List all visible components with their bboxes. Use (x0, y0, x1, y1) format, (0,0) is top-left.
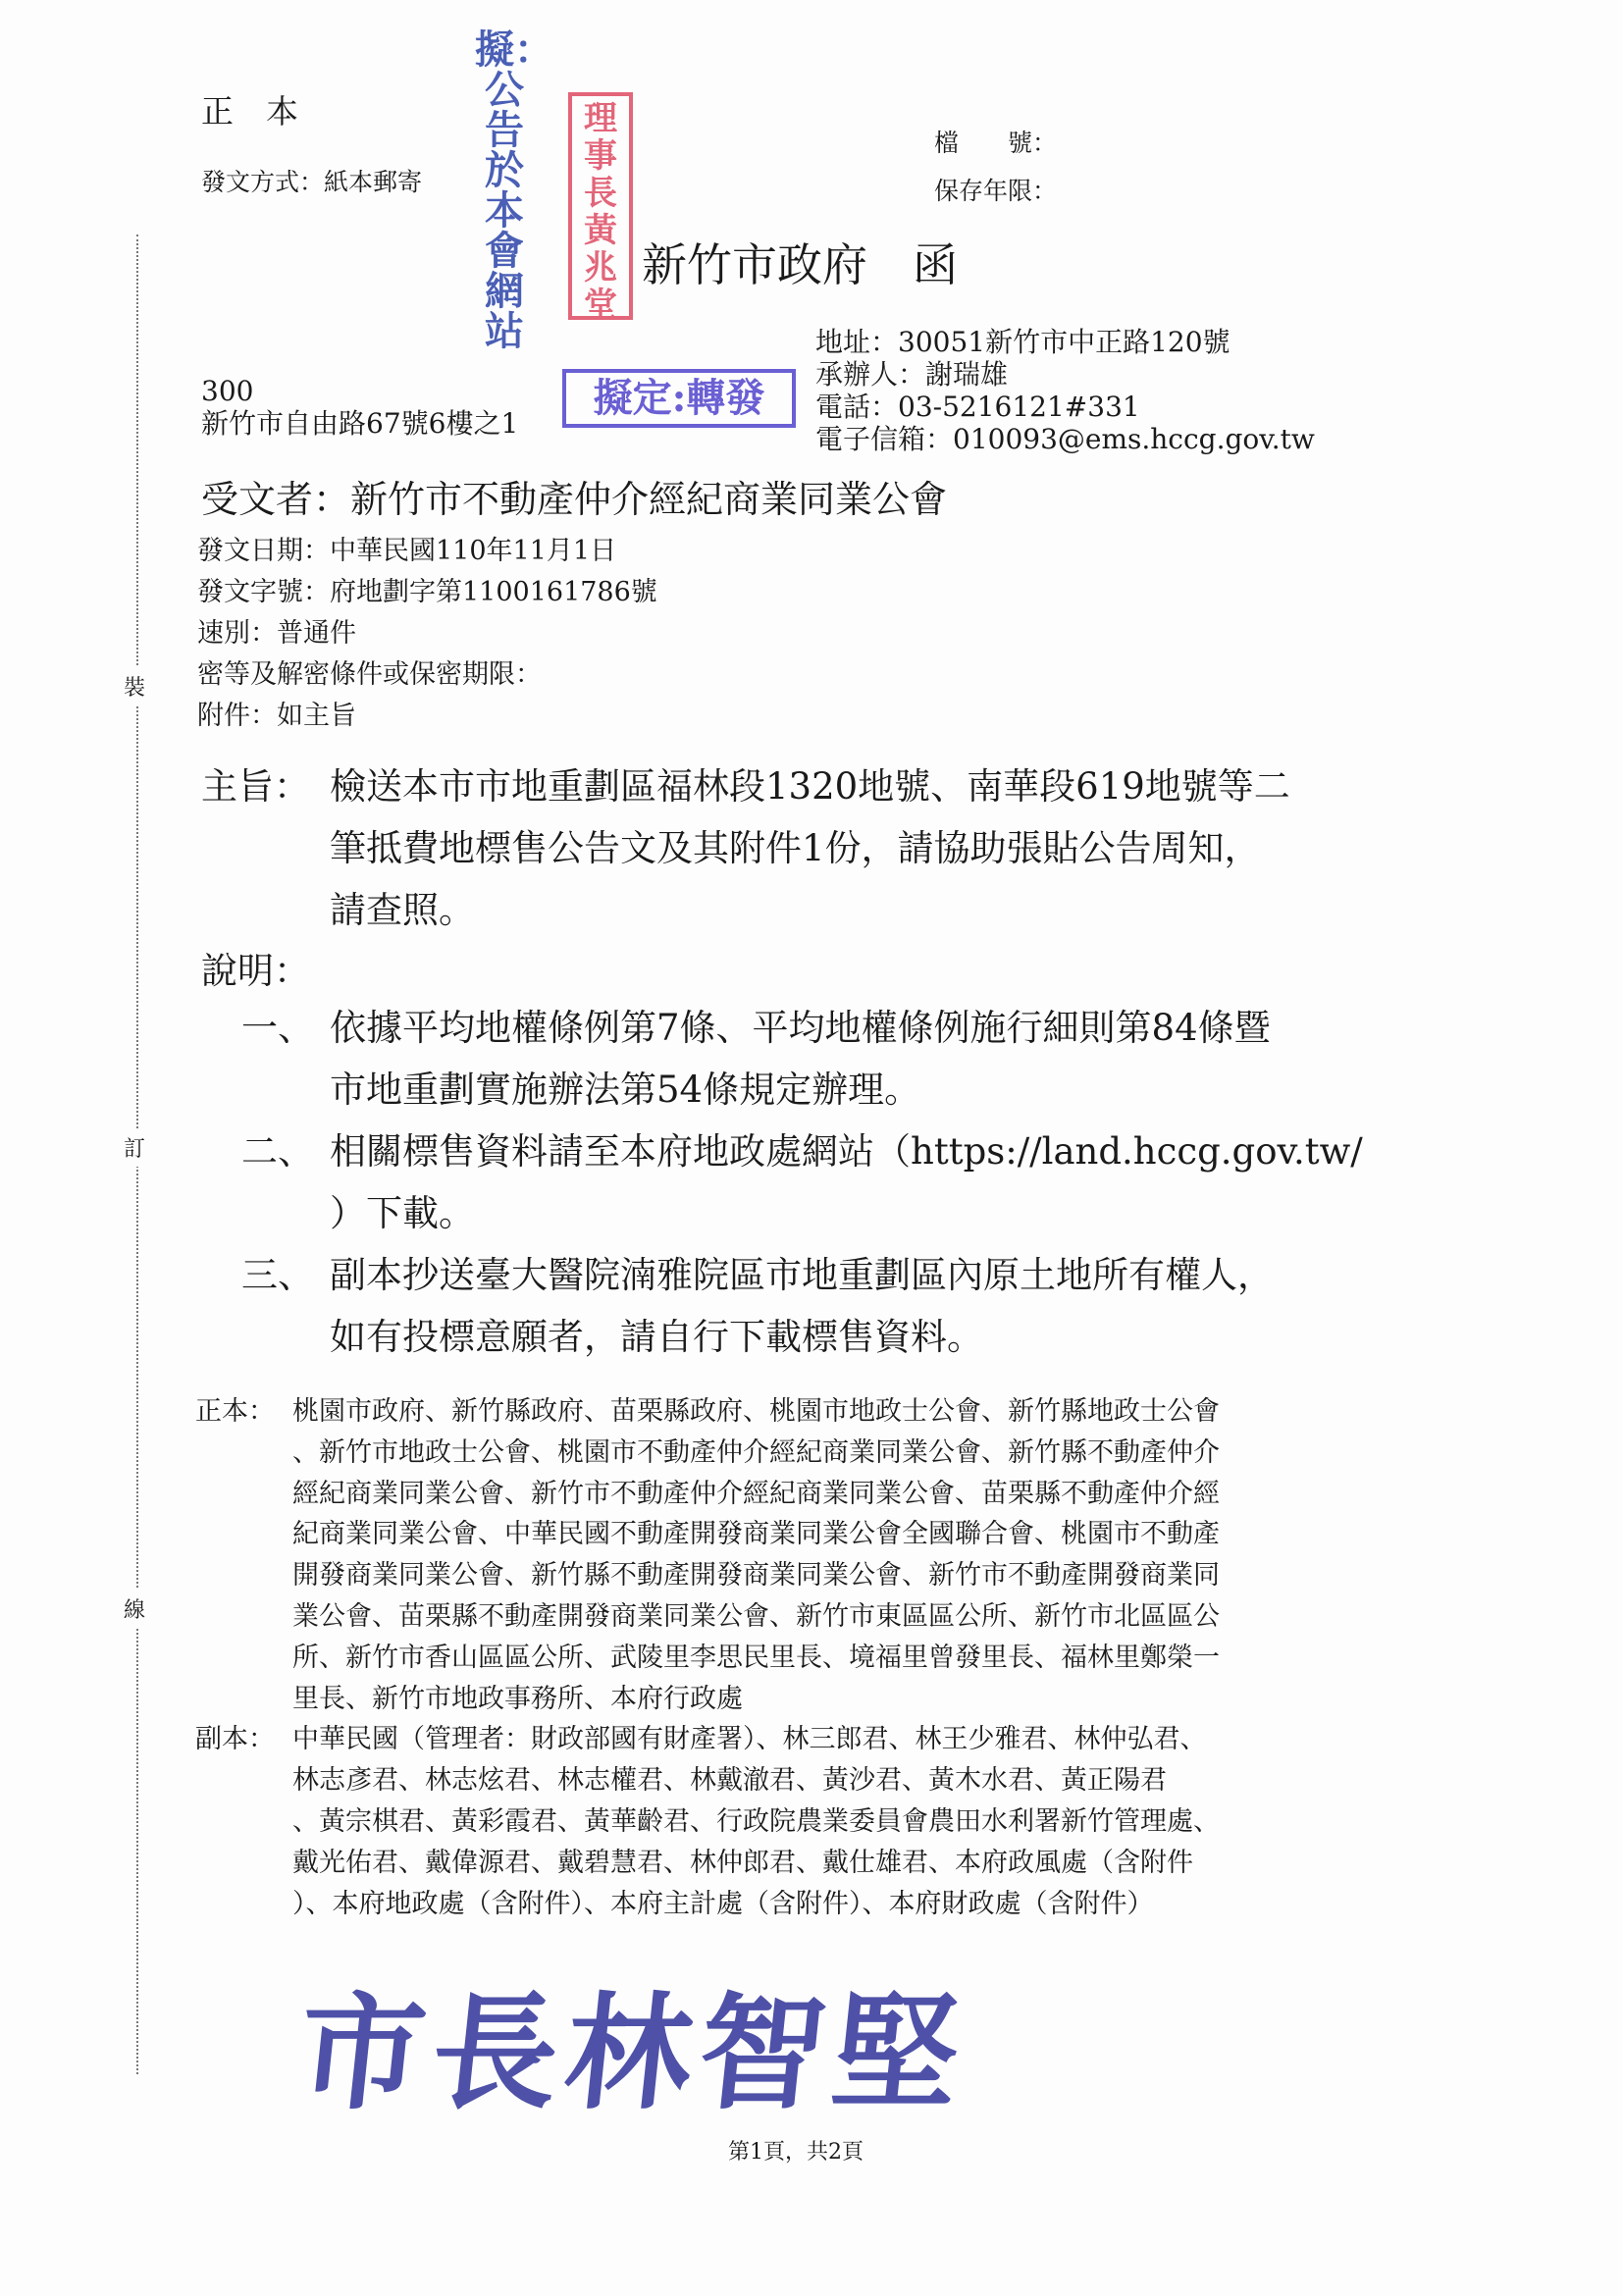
retention-period: 保存年限： (934, 177, 1058, 205)
attachment: 附件：如主旨 (197, 701, 356, 731)
distribution-line: 、黃宗棋君、黃彩霞君、黃華齡君、行政院農業委員會農田水利署新竹管理處、 (292, 1805, 1220, 1837)
item-line: 市地重劃實施辦法第54條規定辦理。 (330, 1069, 921, 1111)
binding-mark: 訂 (124, 1128, 145, 1167)
page-number: 第1頁，共2頁 (728, 2140, 864, 2165)
explanation-item (241, 1244, 1363, 1368)
distribution-line: 里長、新竹市地政事務所、本府行政處 (292, 1683, 743, 1714)
copy-label: 副本： (195, 1724, 275, 1755)
distribution-line: 業公會、苗栗縣不動產開發商業同業公會、新竹市東區區公所、新竹市北區區公 (292, 1600, 1220, 1632)
item-line: 依據平均地權條例第7條、平均地權條例施行細則第84條暨 (330, 1007, 1271, 1049)
mayor-signature: 市長林智堅 (290, 1981, 974, 2127)
distribution-line: 紀商業同業公會、中華民國不動產開發商業同業公會全國聯合會、桃園市不動產 (292, 1519, 1220, 1550)
chairman-seal: 理事長黃兆堂 (568, 92, 633, 320)
explanation-label: 說明： (201, 950, 310, 992)
subject-label: 主旨： (201, 765, 310, 808)
item-number: 三、 (241, 1254, 314, 1296)
explanation-item (241, 1121, 1363, 1244)
secrecy: 密等及解密條件或保密期限： (197, 659, 542, 690)
original-label: 正本： (195, 1396, 275, 1427)
binding-mark: 線 (124, 1590, 145, 1628)
item-line: 副本抄送臺大醫院湳雅院區市地重劃區內原土地所有權人， (330, 1254, 1274, 1296)
document-number: 發文字號：府地劃字第1100161786號 (197, 577, 657, 607)
binding-mark: 裝 (124, 667, 145, 705)
subject-line: 請查照。 (330, 889, 475, 931)
distribution-line: 所、新竹市香山區區公所、武陵里李思民里長、境福里曾發里長、福林里鄭榮一 (292, 1642, 1220, 1673)
item-number: 一、 (241, 1007, 314, 1049)
forward-stamp: 擬定:轉發 (562, 369, 796, 428)
document-meta (197, 531, 657, 737)
document-title: 新竹市政府 函 (642, 238, 958, 291)
distribution (195, 1391, 1220, 1924)
item-number: 二、 (241, 1130, 314, 1173)
subject-line: 檢送本市市地重劃區福林段1320地號、南華段619地號等二 (330, 765, 1290, 808)
distribution-line: 戴光佑君、戴偉源君、戴碧慧君、林仲郎君、戴仕雄君、本府政風處（含附件 (292, 1847, 1193, 1878)
file-number: 檔 號： (934, 129, 1058, 157)
speed: 速別：普通件 (197, 618, 356, 649)
copy-type: 正 本 (201, 92, 298, 130)
distribution-line: 經紀商業同業公會、新竹市不動產仲介經紀商業同業公會、苗栗縣不動產仲介經 (292, 1478, 1220, 1509)
issue-date: 發文日期：中華民國110年11月1日 (197, 536, 617, 566)
distribution-line: 桃園市政府、新竹縣政府、苗栗縣政府、桃園市地政士公會、新竹縣地政士公會 (292, 1396, 1220, 1427)
street-address: 新竹市自由路67號6樓之1 (201, 407, 519, 440)
item-line: 相關標售資料請至本府地政處網站（https://land.hccg.gov.tw/ (330, 1130, 1363, 1173)
handler: 承辦人：謝瑞雄 (815, 358, 1009, 391)
explanation-items (241, 997, 1363, 1368)
phone: 電話：03-5216121#331 (815, 391, 1140, 423)
item-line: 如有投標意願者，請自行下載標售資料。 (330, 1316, 983, 1358)
approval-stamp-vertical: 擬：公告於本會網站 (475, 26, 553, 354)
delivery-method: 發文方式：紙本郵寄 (201, 168, 423, 196)
copy-recipients (195, 1719, 1220, 1924)
distribution-line: 、新竹市地政士公會、桃園市不動產仲介經紀商業同業公會、新竹縣不動產仲介 (292, 1436, 1220, 1468)
sender-contact (815, 326, 1315, 455)
zip-code: 300 (201, 375, 254, 407)
subject-line: 筆抵費地標售公告文及其附件1份，請協助張貼公告周知， (330, 827, 1261, 869)
distribution-line: ）、本府地政處（含附件）、本府主計處（含附件）、本府財政處（含附件） (292, 1888, 1154, 1919)
recipient: 受文者：新竹市不動產仲介經紀商業同業公會 (201, 478, 948, 521)
distribution-line: 中華民國（管理者：財政部國有財產署）、林三郎君、林王少雅君、林仲弘君、 (292, 1724, 1207, 1755)
email: 電子信箱：010093@ems.hccg.gov.tw (815, 423, 1315, 455)
distribution-line: 開發商業同業公會、新竹縣不動產開發商業同業公會、新竹市不動產開發商業同 (292, 1560, 1220, 1592)
explanation-item (241, 997, 1363, 1121)
recipient-address (201, 375, 518, 440)
subject (201, 756, 1290, 941)
distribution-line: 林志彥君、林志炫君、林志權君、林戴澈君、黃沙君、黃木水君、黃正陽君 (292, 1765, 1167, 1797)
item-line: ）下載。 (330, 1192, 475, 1234)
sender-address: 地址：30051新竹市中正路120號 (815, 326, 1230, 358)
original-recipients (195, 1391, 1220, 1719)
